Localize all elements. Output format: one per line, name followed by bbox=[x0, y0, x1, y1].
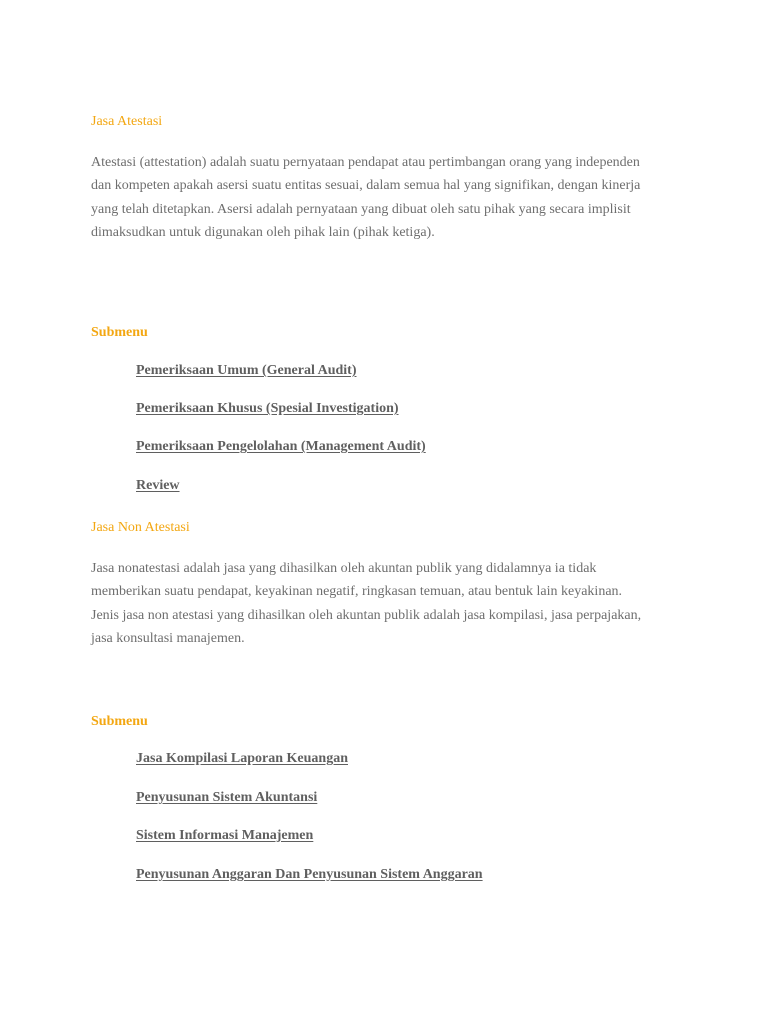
link-spesial-investigation[interactable]: Pemeriksaan Khusus (Spesial Investigation) bbox=[136, 401, 399, 416]
link-penyusunan-anggaran[interactable]: Penyusunan Anggaran Dan Penyusunan Sistem Anggaran bbox=[136, 867, 483, 882]
submenu-label-1: Submenu bbox=[91, 325, 148, 340]
link-general-audit[interactable]: Pemeriksaan Umum (General Audit) bbox=[136, 363, 357, 378]
link-sistem-informasi-manajemen[interactable]: Sistem Informasi Manajemen bbox=[136, 828, 314, 843]
submenu-label-2: Submenu bbox=[91, 714, 148, 729]
link-jasa-kompilasi[interactable]: Jasa Kompilasi Laporan Keuangan bbox=[136, 751, 348, 766]
link-management-audit[interactable]: Pemeriksaan Pengelolahan (Management Audit) bbox=[136, 439, 426, 454]
section-heading-jasa-atestasi: Jasa Atestasi bbox=[91, 114, 163, 129]
link-sistem-akuntansi[interactable]: Penyusunan Sistem Akuntansi bbox=[136, 790, 318, 805]
paragraph-atestasi: Atestasi (attestation) adalah suatu pernyataan pendapat atau pertimbangan orang yang independen dan kompeten apakah asersi suatu entitas sesuai, dalam semua hal yang signifikan, dengan kinerja yang telah ditetapkan. Asersi adalah pernyataan yang dibuat oleh satu pihak yang secara implisit dimaksudkan untuk digunakan oleh pihak lain (pihak ketiga). bbox=[91, 155, 641, 241]
paragraph-non-atestasi: Jasa nonatestasi adalah jasa yang dihasilkan oleh akuntan publik yang didalamnya ia tidak memberikan suatu pendapat, keyakinan negatif, ringkasan temuan, atau bentuk lain keyakinan. Jenis jasa non atestasi yang dihasilkan oleh akuntan publik adalah jasa kompilasi, jasa perpajakan, jasa konsultasi manajemen. bbox=[91, 561, 642, 647]
link-review[interactable]: Review bbox=[136, 478, 180, 493]
section-heading-jasa-non-atestasi: Jasa Non Atestasi bbox=[91, 520, 190, 535]
